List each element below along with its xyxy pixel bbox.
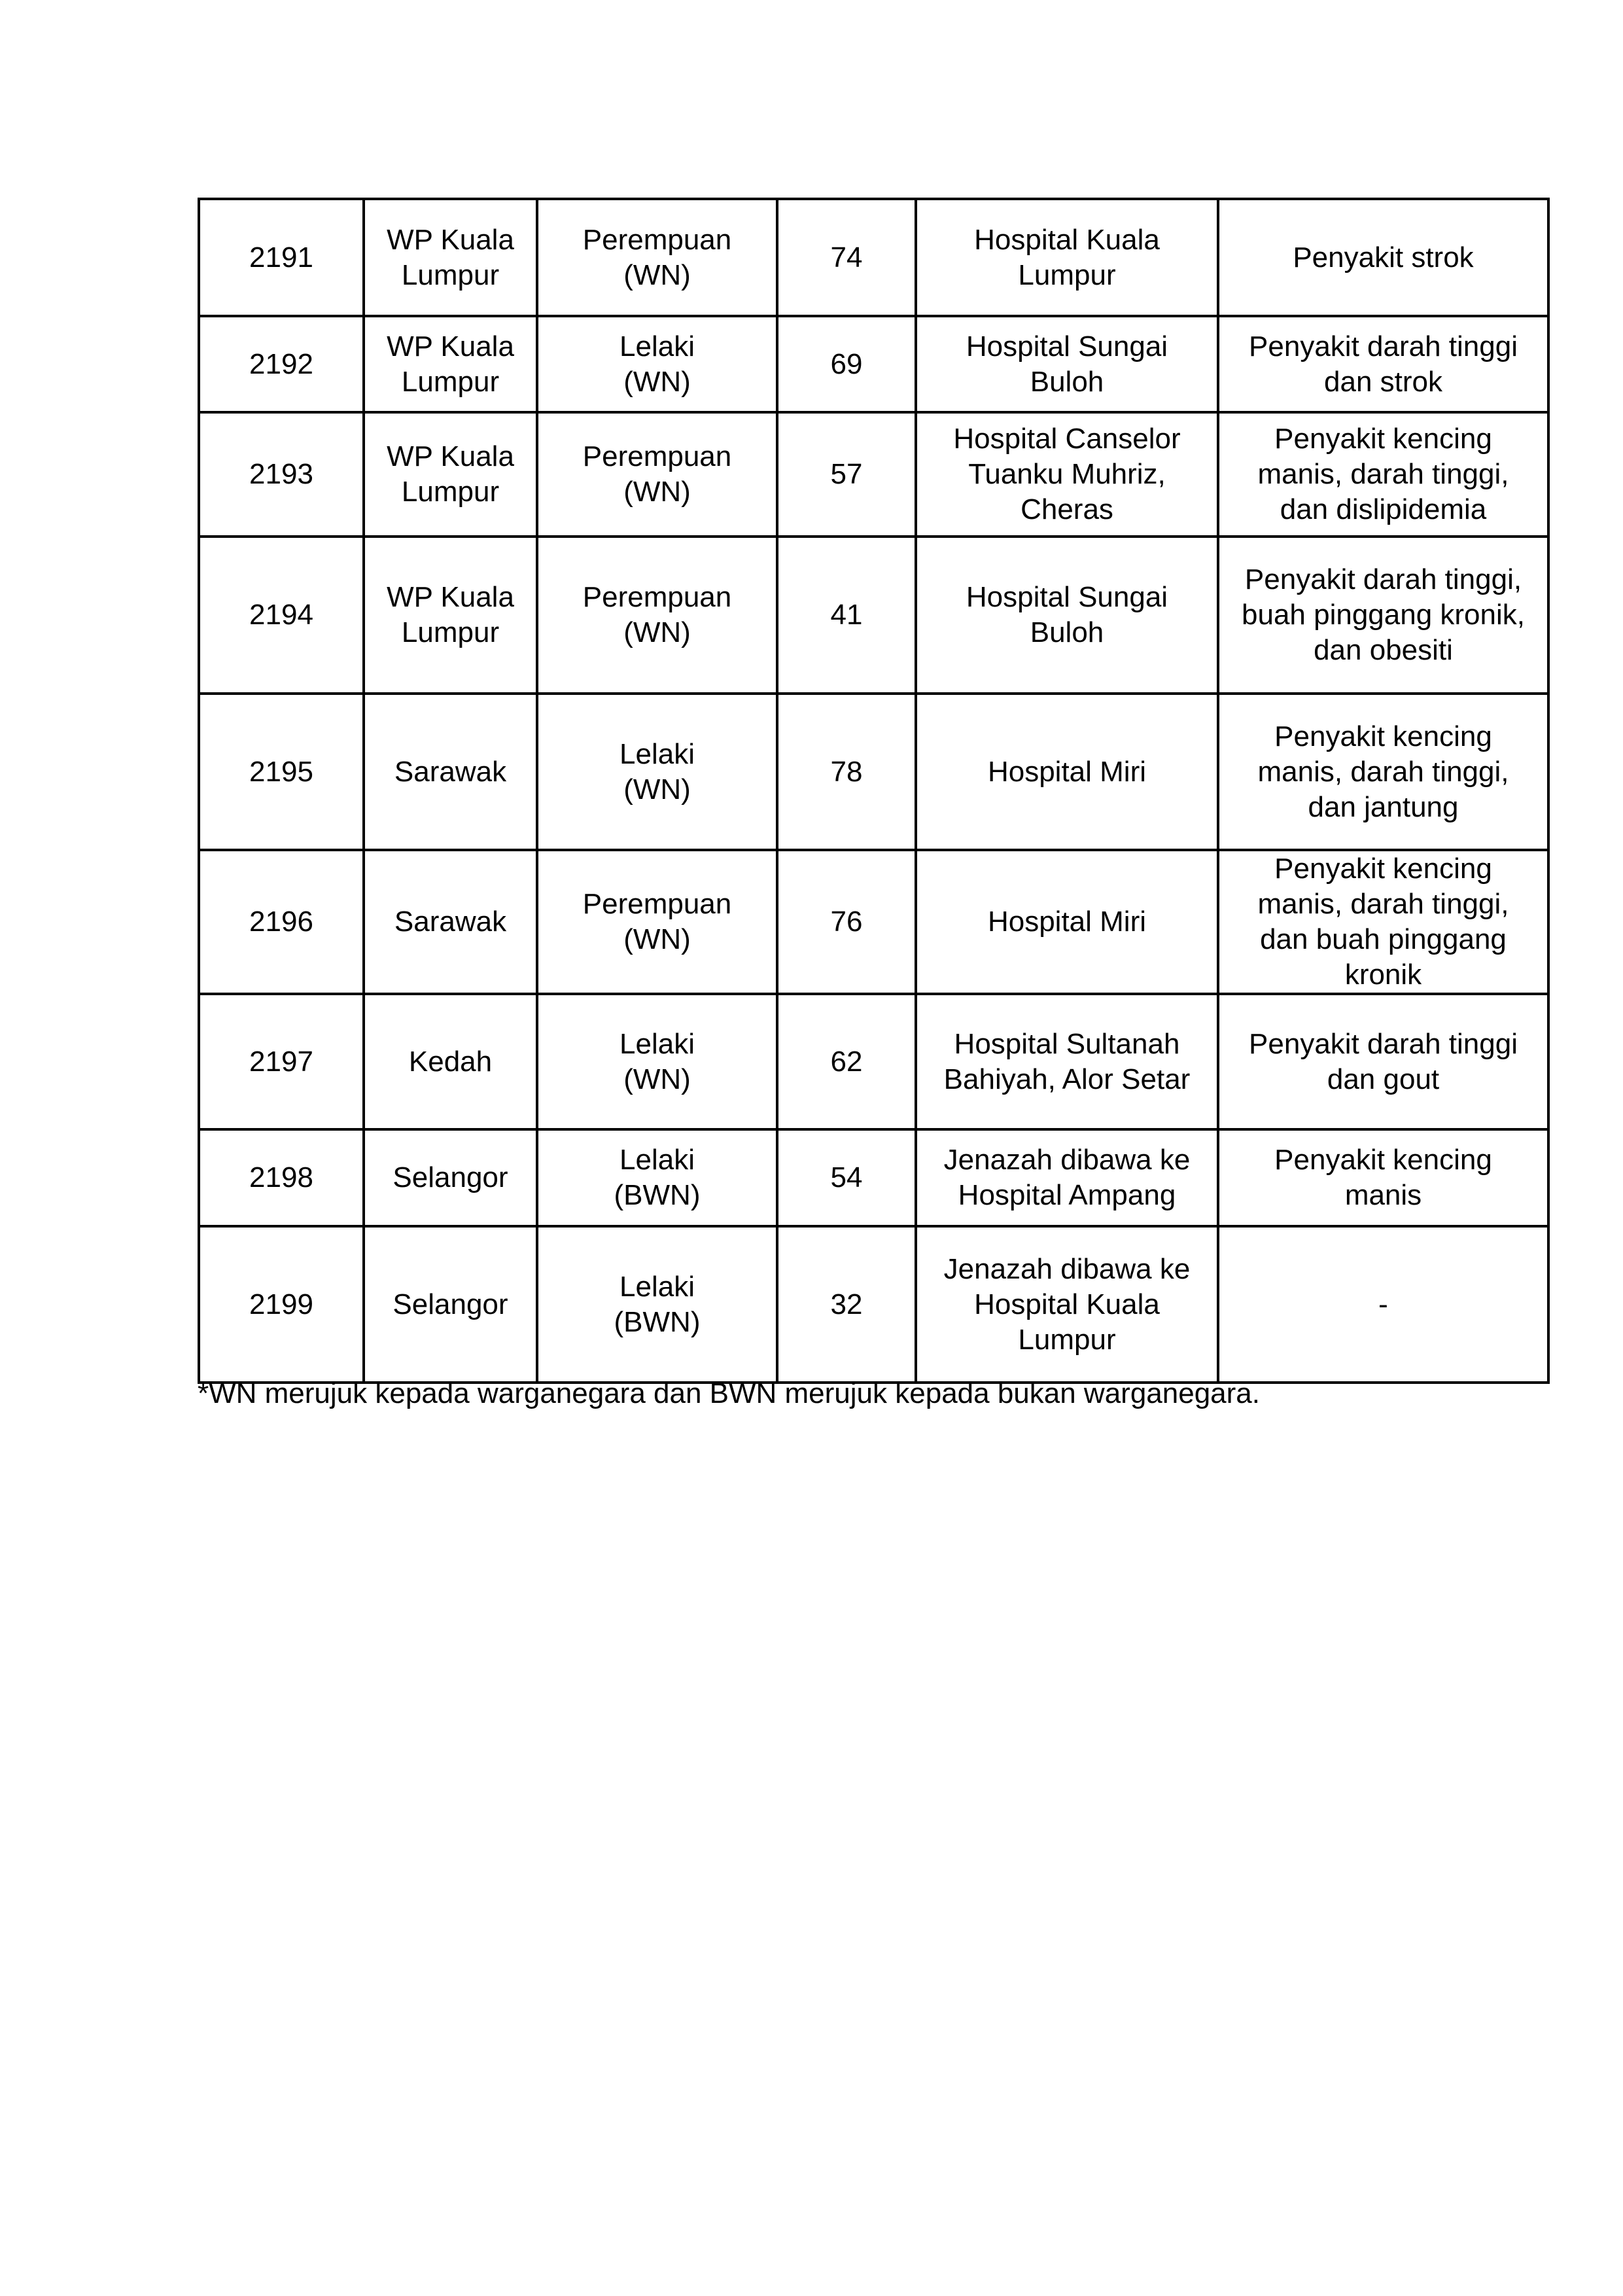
location-cell: Hospital Sungai Buloh <box>916 316 1218 412</box>
table-row <box>199 316 1548 412</box>
comorbidity-cell: Penyakit kencing manis <box>1218 1129 1548 1226</box>
table-row <box>199 412 1548 537</box>
table-row <box>199 1129 1548 1226</box>
case-number-cell: 2198 <box>199 1129 364 1226</box>
comorbidity-cell: Penyakit strok <box>1218 199 1548 316</box>
table-row <box>199 537 1548 694</box>
age-cell: 62 <box>777 994 916 1129</box>
state-cell: WP Kuala Lumpur <box>364 537 537 694</box>
comorbidity-cell: Penyakit darah tinggi, buah pinggang kronik, dan obesiti <box>1218 537 1548 694</box>
case-number-cell: 2193 <box>199 412 364 537</box>
age-cell: 54 <box>777 1129 916 1226</box>
state-cell: WP Kuala Lumpur <box>364 412 537 537</box>
location-cell: Hospital Canselor Tuanku Muhriz, Cheras <box>916 412 1218 537</box>
age-cell: 78 <box>777 694 916 850</box>
gender-cell: Perempuan (WN) <box>537 412 777 537</box>
case-number-cell: 2191 <box>199 199 364 316</box>
comorbidity-cell: Penyakit kencing manis, darah tinggi, dan jantung <box>1218 694 1548 850</box>
case-number-cell: 2192 <box>199 316 364 412</box>
gender-cell: Perempuan (WN) <box>537 850 777 994</box>
state-cell: Sarawak <box>364 850 537 994</box>
state-cell: WP Kuala Lumpur <box>364 199 537 316</box>
state-cell: Kedah <box>364 994 537 1129</box>
gender-cell: Perempuan (WN) <box>537 199 777 316</box>
case-number-cell: 2194 <box>199 537 364 694</box>
case-number-cell: 2196 <box>199 850 364 994</box>
age-cell: 41 <box>777 537 916 694</box>
age-cell: 69 <box>777 316 916 412</box>
age-cell: 74 <box>777 199 916 316</box>
comorbidity-cell: - <box>1218 1226 1548 1383</box>
location-cell: Hospital Sultanah Bahiyah, Alor Setar <box>916 994 1218 1129</box>
age-cell: 76 <box>777 850 916 994</box>
case-number-cell: 2197 <box>199 994 364 1129</box>
table-row <box>199 994 1548 1129</box>
age-cell: 32 <box>777 1226 916 1383</box>
cases-table <box>198 198 1550 1384</box>
table-row <box>199 850 1548 994</box>
state-cell: Sarawak <box>364 694 537 850</box>
case-number-cell: 2195 <box>199 694 364 850</box>
table-row <box>199 199 1548 316</box>
location-cell: Hospital Miri <box>916 850 1218 994</box>
case-number-cell: 2199 <box>199 1226 364 1383</box>
gender-cell: Lelaki (WN) <box>537 994 777 1129</box>
comorbidity-cell: Penyakit darah tinggi dan gout <box>1218 994 1548 1129</box>
comorbidity-cell: Penyakit kencing manis, darah tinggi, dan buah pinggang kronik <box>1218 850 1548 994</box>
gender-cell: Lelaki (WN) <box>537 694 777 850</box>
age-cell: 57 <box>777 412 916 537</box>
gender-cell: Lelaki (BWN) <box>537 1226 777 1383</box>
location-cell: Hospital Miri <box>916 694 1218 850</box>
comorbidity-cell: Penyakit kencing manis, darah tinggi, dan dislipidemia <box>1218 412 1548 537</box>
footnote: *WN merujuk kepada warganegara dan BWN merujuk kepada bukan warganegara. <box>198 1377 1261 1409</box>
location-cell: Hospital Sungai Buloh <box>916 537 1218 694</box>
state-cell: WP Kuala Lumpur <box>364 316 537 412</box>
table-row <box>199 1226 1548 1383</box>
gender-cell: Perempuan (WN) <box>537 537 777 694</box>
location-cell: Hospital Kuala Lumpur <box>916 199 1218 316</box>
state-cell: Selangor <box>364 1226 537 1383</box>
gender-cell: Lelaki (BWN) <box>537 1129 777 1226</box>
location-cell: Jenazah dibawa ke Hospital Kuala Lumpur <box>916 1226 1218 1383</box>
state-cell: Selangor <box>364 1129 537 1226</box>
gender-cell: Lelaki (WN) <box>537 316 777 412</box>
table-row <box>199 694 1548 850</box>
location-cell: Jenazah dibawa ke Hospital Ampang <box>916 1129 1218 1226</box>
comorbidity-cell: Penyakit darah tinggi dan strok <box>1218 316 1548 412</box>
